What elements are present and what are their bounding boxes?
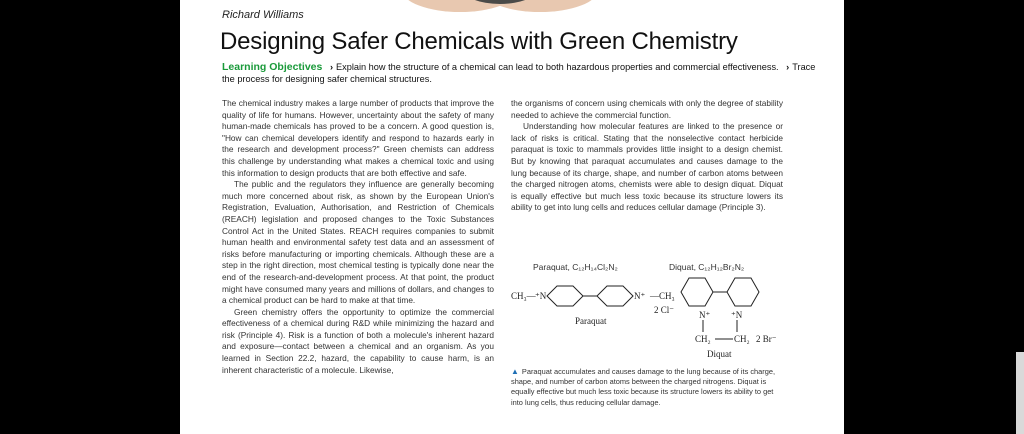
objective-2: Trace the process for designing safer chemical structures. [222, 62, 816, 84]
paraquat-diquat-figure [511, 258, 811, 362]
learning-objectives-label: Learning Objectives [222, 61, 323, 73]
paragraph: The public and the regulators they influence are generally becoming much more concerned about risk, as shown by the European Union's Registration, Evaluation, Authorisation, and Restriction of Chemicals (REACH) legislation and proposed changes to the Toxic Substances Control Act in the United States. REACH requires companies to submit human health and environmental safety test data and an assessment of risks before manufacturing or importing chemicals. Although these are a step in the right direction, most chemical testing is typically done near the end of the research-and-development process. At that point, the product might have consumed many years and millions of dollars, and changes to a chemical product can be hard to make at that time. [222, 179, 494, 306]
diquat-nitrogen-left: N⁺ [699, 310, 711, 320]
paraquat-label: Paraquat [575, 316, 607, 326]
paragraph: The chemical industry makes a large number of products that improve the quality of life for humans. However, uncertainty about the safety of many human-made chemicals has proved to be a concern. A good question is, "How can chemical developers identify and respond to hazards early in the research and development process?" Green chemists can address this challenge by understanding what makes a chemical toxic and using this information to design products that are both effective and safe. [222, 98, 494, 178]
diquat-methylene-left: CH₂ [695, 334, 711, 344]
paragraph: Understanding how molecular features are linked to the presence or lack of risks is critical. Stating that the nonselective contact herbicide paraquat is toxic to mammals provides little insight to a design chemist. But by knowing that paraquat accumulates and causes damage to the lung because of its charge, shape, and number of carbon atoms between the charged nitrogen atoms, chemists were able to design diquat. Diquat is equally effective but much less toxic because its structure lowers its ability to get into lung cells and reduces cellular damage (Principle 3). [511, 121, 783, 213]
objective-1: Explain how the structure of a chemical can lead to both hazardous properties and commercial effectiveness. [336, 62, 779, 72]
diquat-label: Diquat [707, 349, 732, 359]
paraquat-counterion: 2 Cl⁻ [654, 305, 675, 315]
paraquat-methyl-right: —CH₃ [650, 291, 675, 301]
hands-holding-soil-image [400, 0, 600, 16]
diquat-counterion: 2 Br⁻ [756, 334, 777, 344]
paragraph: the organisms of concern using chemicals with only the degree of stability needed to achieve the commercial function. [511, 98, 783, 120]
diquat-ring-left [681, 278, 713, 306]
paraquat-formula-heading: Paraquat, C₁₂H₁₄Cl₂N₂ [533, 262, 618, 272]
caption-text: Paraquat accumulates and causes damage to the lung because of its charge, shape, and number of carbon atoms between the charged nitrogens. Diquat is equally effective but much less toxic because its structure lowers its ability to get into lung cells, thus reducing cellular damage. [511, 367, 776, 407]
left-column [222, 98, 494, 376]
diquat-methylene-right: CH₂ [734, 334, 750, 344]
diquat-nitrogen-right: ⁺N [731, 310, 743, 320]
chevron-right-icon: › [329, 62, 333, 72]
article-title: Designing Safer Chemicals with Green Chemistry [220, 28, 738, 55]
right-column [511, 98, 783, 214]
figure-caption [511, 367, 787, 408]
paraquat-nitrogen-right: N⁺ [634, 291, 646, 301]
author-name: Richard Williams [222, 9, 304, 21]
paraquat-ring-left [547, 286, 583, 306]
diquat-formula-heading: Diquat, C₁₂H₁₂Br₂N₂ [669, 262, 745, 272]
paragraph: Green chemistry offers the opportunity to optimize the commercial effectiveness of a chemical during R&D while minimizing the hazard and risk (Principle 4). Risk is a function of both a molecule's inherent hazard and exposure—contact between a chemical and an organism. As you learned in Section 22.2, hazard, the capability to cause harm, is an inherent characteristic of a molecule. Likewise, [222, 306, 494, 375]
learning-objectives [222, 61, 827, 85]
paraquat-methyl-left: CH₃— [511, 291, 536, 301]
paraquat-ring-right [597, 286, 633, 306]
paraquat-nitrogen-left: ⁺N [535, 291, 547, 301]
diquat-ring-right [727, 278, 759, 306]
scroll-edge-tab[interactable] [1016, 352, 1024, 434]
book-page [180, 0, 844, 434]
triangle-marker-icon: ▲ [511, 367, 519, 376]
chevron-right-icon: › [786, 62, 790, 72]
